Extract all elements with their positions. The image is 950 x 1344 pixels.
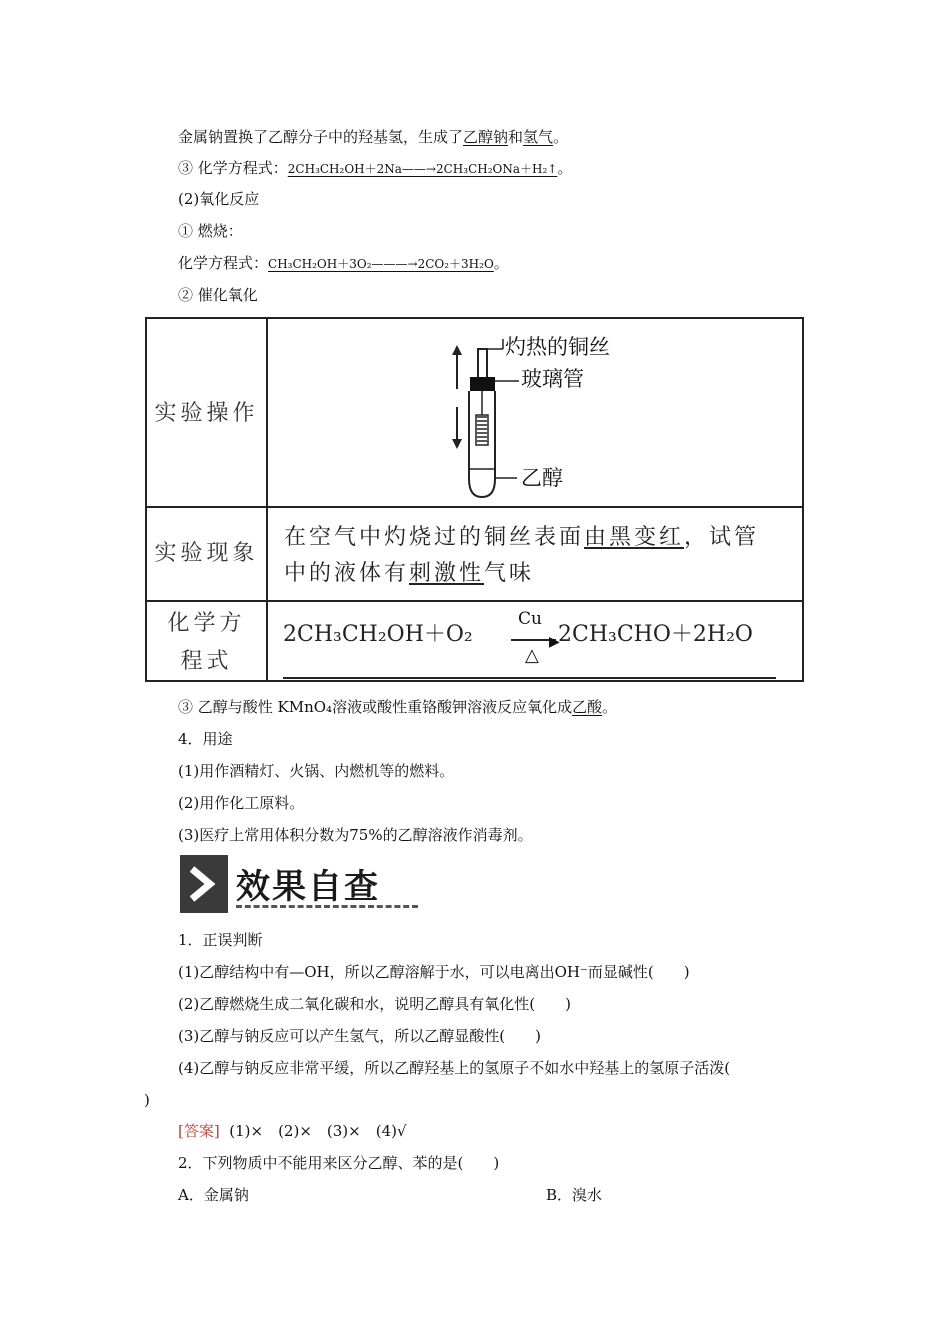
option-a: A．金属钠 <box>178 1186 249 1204</box>
quiz-item-3: (3)乙醇与钠反应可以产生氢气，所以乙醇显酸性( ) <box>178 1027 541 1045</box>
underlined-answer: 乙醇钠 <box>463 128 509 146</box>
answer-label: [答案] <box>178 1122 220 1140</box>
banner-dash <box>236 905 418 908</box>
equation-underline <box>283 677 776 679</box>
answer-text: (1)× (2)× (3)× (4)√ <box>229 1122 407 1140</box>
underlined-answer: 刺激性 <box>409 561 485 586</box>
use-item-2: (2)用作化工原料。 <box>178 794 305 812</box>
heading-combustion: ① 燃烧： <box>178 222 243 240</box>
text: 。 <box>493 254 509 272</box>
text: 气味 <box>484 561 535 586</box>
underlined-answer: 由黑变红 <box>584 525 685 550</box>
label-ethanol: 乙醇 <box>521 466 563 490</box>
heading-catalytic-oxidation: ② 催化氧化 <box>178 286 258 304</box>
equation-line-sodium <box>178 158 572 179</box>
text: 中的液体有 <box>284 561 410 586</box>
equation-right: 2CH₃CHO＋2H₂O <box>558 622 753 647</box>
quiz-item-2: (2)乙醇燃烧生成二氧化碳和水，说明乙醇具有氧化性( ) <box>178 995 571 1013</box>
section-title: 效果自查 <box>236 867 380 907</box>
underlined-answer: 氢气 <box>523 128 554 146</box>
heat-condition: △ <box>525 645 539 666</box>
phenomenon-text <box>284 520 759 592</box>
section-banner <box>180 855 418 913</box>
text: 。 <box>602 698 618 716</box>
option-b: B．溴水 <box>546 1186 603 1204</box>
quiz-item-4: (4)乙醇与钠反应非常平缓，所以乙醇羟基上的氢原子不如水中羟基上的氢原子活泼( <box>178 1059 731 1077</box>
arrowhead-icon: ▶ <box>549 634 560 650</box>
text: 在空气中灼烧过的铜丝表面 <box>284 525 585 550</box>
chevron-right-icon <box>180 855 228 913</box>
heading-oxidation: (2)氧化反应 <box>178 190 260 208</box>
row-head-equation-1: 化学方 <box>167 611 246 636</box>
use-item-1: (1)用作酒精灯、火锅、内燃机等的燃料。 <box>178 762 455 780</box>
label-copper-wire: 灼热的铜丝 <box>505 335 610 359</box>
row-head-equation-2: 程式 <box>180 649 233 674</box>
equation-left: 2CH₃CH₂OH＋O₂ <box>283 622 473 647</box>
text: ③ 乙醇与酸性 KMnO₄溶液或酸性重铬酸钾溶液反应氧化成 <box>178 698 573 716</box>
text: 和 <box>508 128 524 146</box>
quiz-item-4-cont: ) <box>144 1091 150 1109</box>
paragraph-sodium-reaction <box>178 127 568 147</box>
quiz-item-1: (1)乙醇结构中有—OH，所以乙醇溶解于水，可以电离出OH⁻而显碱性( ) <box>178 963 690 981</box>
heading-uses: 4．用途 <box>178 730 233 748</box>
text: 。 <box>553 128 569 146</box>
row-head-phenomenon: 实验现象 <box>154 541 259 566</box>
experiment-table <box>145 317 804 682</box>
text: 。 <box>557 159 573 177</box>
paragraph-acid-oxidation <box>178 697 617 717</box>
table-divider <box>266 319 268 680</box>
label-glass-tube: 玻璃管 <box>521 367 584 391</box>
underlined-answer: 乙酸 <box>572 698 603 716</box>
use-item-3: (3)医疗上常用体积分数为75%的乙醇溶液作消毒剂。 <box>178 826 533 844</box>
quiz-heading-2: 2．下列物质中不能用来区分乙醇、苯的是( ) <box>178 1154 500 1172</box>
table-divider <box>147 600 802 602</box>
equation-line-combustion <box>178 253 509 274</box>
quiz-heading-1: 1．正误判断 <box>178 931 263 949</box>
row-head-operation: 实验操作 <box>154 401 259 426</box>
catalyst-label: Cu <box>518 609 542 629</box>
text: 金属钠置换了乙醇分子中的羟基氢，生成了 <box>178 128 464 146</box>
text: ，试管 <box>684 525 760 550</box>
answer-line <box>178 1121 407 1141</box>
underlined-equation: 2CH₃CH₂OH＋2Na——→2CH₃CH₂ONa＋H₂↑ <box>287 162 558 176</box>
text: ③ 化学方程式： <box>178 159 288 177</box>
underlined-equation: CH₃CH₂OH＋3O₂———→2CO₂＋3H₂O <box>268 257 494 271</box>
text: 化学方程式： <box>178 254 269 272</box>
